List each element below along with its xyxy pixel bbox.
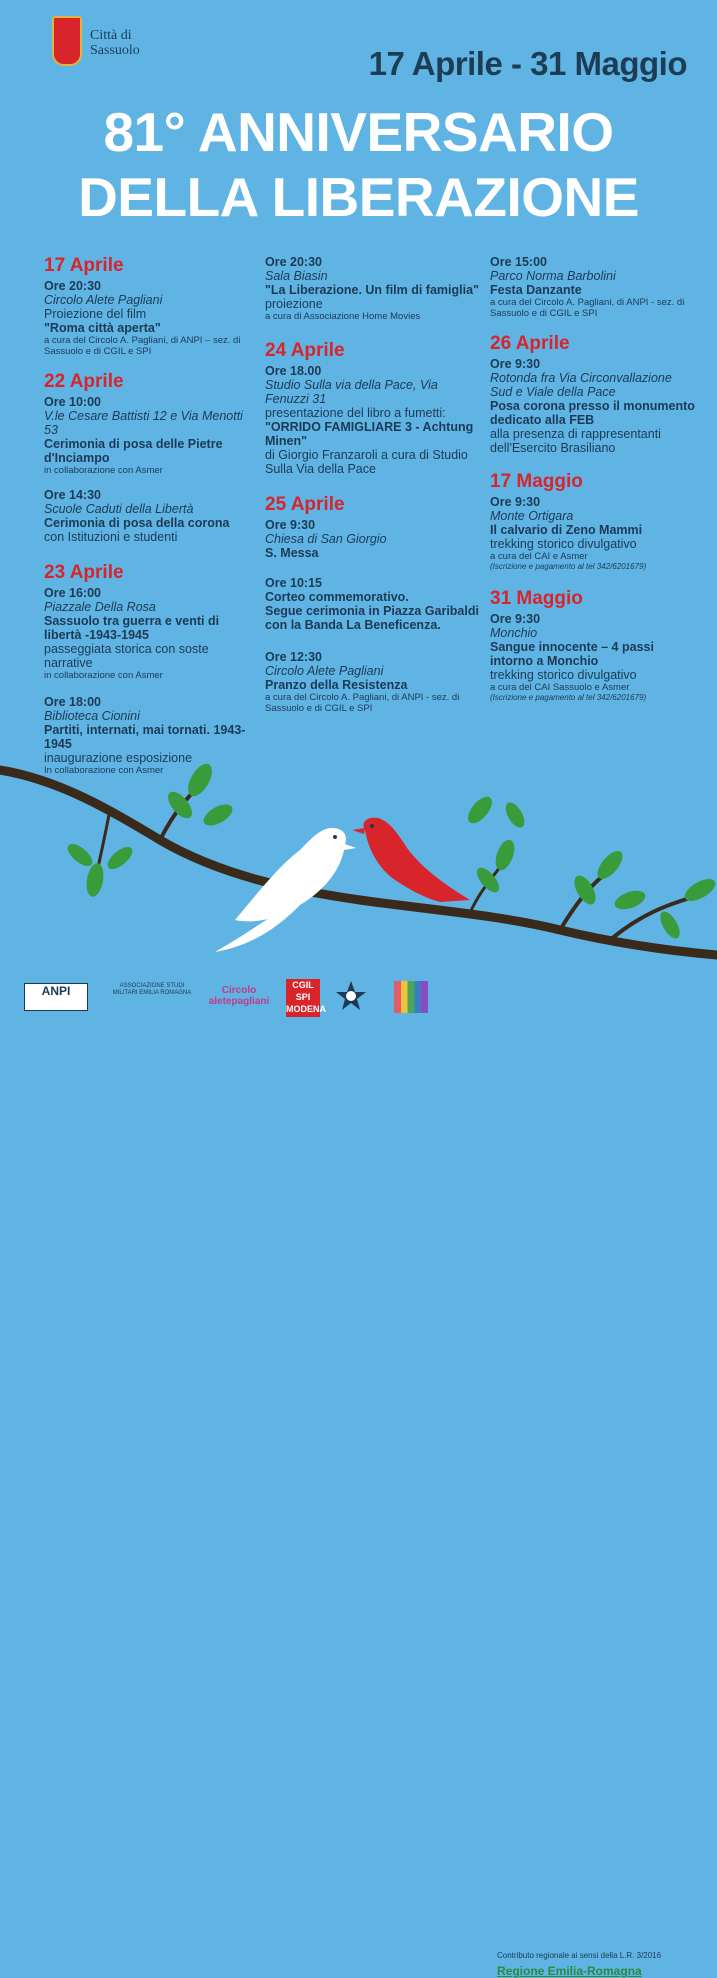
event-time: Ore 18:00 [44,695,101,709]
events-column-1 [44,255,254,786]
event-day: 31 Maggio [490,588,583,609]
event-time: Ore 18.00 [265,364,322,378]
anpi-logo: ANPI [24,983,88,1011]
event-desc: con Istituzioni e studenti [44,530,178,544]
event-organizer: in collaborazione con Asmer [44,670,163,681]
event-title: Corteo commemorativo. [265,590,409,604]
event-title: "ORRIDO FAMIGLIARE 3 - Achtung Minen" [265,420,474,448]
event-time: Ore 9:30 [265,518,316,532]
event-organizer: a cura del Circolo A. Pagliani, di ANPI - sez. di Sassuolo e di CGIL e SPI [490,297,685,319]
asmer-logo: ASSOCIAZIONE STUDI MILITARI EMILIA ROMAGNA [112,983,192,996]
red-bird [352,818,470,902]
event-block [44,562,254,681]
cgil-spi-logo: CGIL SPI MODENA [286,979,320,1017]
event-organizer: a cura del CAI Sassuolo e Asmer [490,682,630,693]
event-title: "Roma città aperta" [44,321,161,335]
footer-logos [0,975,717,1978]
event-desc: presentazione del libro a fumetti: [265,406,446,420]
event-title: Pranzo della Resistenza [265,678,408,692]
event-place: Biblioteca Cionini [44,709,140,723]
event-title: Posa corona presso il monumento dedicato alla FEB [490,399,695,427]
event-time: Ore 9:30 [490,495,541,509]
branch-with-birds-illustration [0,740,717,975]
event-block [265,340,485,476]
event-title: Il calvario di Zeno Mammi [490,523,643,537]
city-name: Città di Sassuolo [90,28,140,58]
event-block [490,333,695,455]
event-title: Cerimonia di posa delle Pietre d'Inciampo [44,437,223,465]
event-block [265,650,485,714]
event-desc: di Giorgio Franzaroli a cura di Studio Sulla Via della Pace [265,448,468,476]
event-place: Sala Biasin [265,269,328,283]
event-time: Ore 12:30 [265,650,322,664]
event-block [265,255,485,322]
event-time: Ore 10:15 [265,576,322,590]
event-block [490,471,695,572]
event-title: "La Liberazione. Un film di famiglia" [265,283,479,297]
event-title: Festa Danzante [490,283,582,297]
event-organizer: a cura del Circolo A. Pagliani, di ANPI - sez. di Sassuolo e di CGIL e SPI [265,692,460,714]
event-place: V.le Cesare Battisti 12 e Via Menotti 53 [44,409,243,437]
event-place: Monte Ortigara [490,509,574,523]
circolo-pagliani-logo: Circolo aletepagliani [208,985,270,1007]
region-logo: Regione Emilia-Romagna [497,1964,642,1978]
event-title: S. Messa [265,546,319,560]
event-time: Ore 9:30 [490,357,541,371]
event-place: Piazzale Della Rosa [44,600,156,614]
event-organizer: In collaborazione con Asmer [44,765,164,776]
region-credit [497,1951,687,1978]
event-block [265,494,485,560]
event-place: Studio Sulla via della Pace, Via Fenuzzi 31 [265,378,438,406]
event-title: Partiti, internati, mai tornati. 1943-1945 [44,723,246,751]
event-desc: proiezione [265,297,323,311]
event-day: 23 Aprile [44,562,124,583]
event-desc: inaugurazione esposizione [44,751,193,765]
event-place: Chiesa di San Giorgio [265,532,387,546]
event-place: Scuole Caduti della Libertà [44,502,194,516]
event-day: 17 Aprile [44,255,124,276]
event-desc: trekking storico divulgativo [490,668,637,682]
event-day: 26 Aprile [490,333,570,354]
event-desc: alla presenza di rappresentanti dell'Esercito Brasiliano [490,427,661,455]
event-title: Sassuolo tra guerra e venti di libertà -1943-1945 [44,614,220,642]
event-place: Rotonda fra Via Circonvallazione Sud e Viale della Pace [490,371,672,399]
event-time: Ore 9:30 [490,612,541,626]
event-block [490,255,695,319]
event-title: Sangue innocente – 4 passi intorno a Monchio [490,640,654,668]
event-place: Monchio [490,626,538,640]
event-place: Circolo Alete Pagliani [265,664,384,678]
event-block [44,255,254,357]
event-organizer: a cura del Circolo A. Pagliani, di ANPI – sez. di Sassuolo e di CGIL e SPI [44,335,241,357]
region-contribution: Contributo regionale ai sensi della L.R. 3/2016 [497,1951,662,1960]
event-desc: Proiezione del film [44,307,147,321]
event-time: Ore 14:30 [44,488,101,502]
event-desc: Segue cerimonia in Piazza Garibaldi con la Banda La Beneficenza. [265,604,479,632]
event-desc: passeggiata storica con soste narrative [44,642,209,670]
events-column-3 [490,255,695,713]
event-booking-note: (Iscrizione e pagamento al tel 342/6201679) [490,562,647,571]
cai-logo [334,979,368,1013]
event-day: 17 Maggio [490,471,583,492]
title-line-2: DELLA LIBERAZIONE [78,166,639,228]
events-column-2 [265,255,485,724]
event-time: Ore 20:30 [44,279,101,293]
event-day: 22 Aprile [44,371,124,392]
event-time: Ore 15:00 [490,255,547,269]
cai-star-icon [334,979,368,1013]
event-place: Parco Norma Barbolini [490,269,616,283]
event-dates: 17 Aprile - 31 Maggio [368,45,687,82]
event-place: Circolo Alete Pagliani [44,293,163,307]
event-organizer: a cura del CAI e Asmer [490,551,588,562]
white-bird [215,828,356,952]
home-movies-logo [394,981,428,1013]
city-crest-logo [52,16,82,66]
event-time: Ore 20:30 [265,255,322,269]
event-block [265,576,485,632]
event-time: Ore 10:00 [44,395,101,409]
event-booking-note: (Iscrizione e pagamento al tel 342/6201679) [490,693,647,702]
event-title: Cerimonia di posa della corona [44,516,230,530]
event-block [44,371,254,476]
event-block [490,588,695,703]
title-line-1: 81° ANNIVERSARIO [103,101,614,163]
event-desc: trekking storico divulgativo [490,537,637,551]
event-organizer: in collaborazione con Asmer [44,465,163,476]
event-time: Ore 16:00 [44,586,101,600]
event-organizer: a cura di Associazione Home Movies [265,311,421,322]
event-day: 24 Aprile [265,340,345,361]
event-day: 25 Aprile [265,494,345,515]
event-block [44,488,254,544]
